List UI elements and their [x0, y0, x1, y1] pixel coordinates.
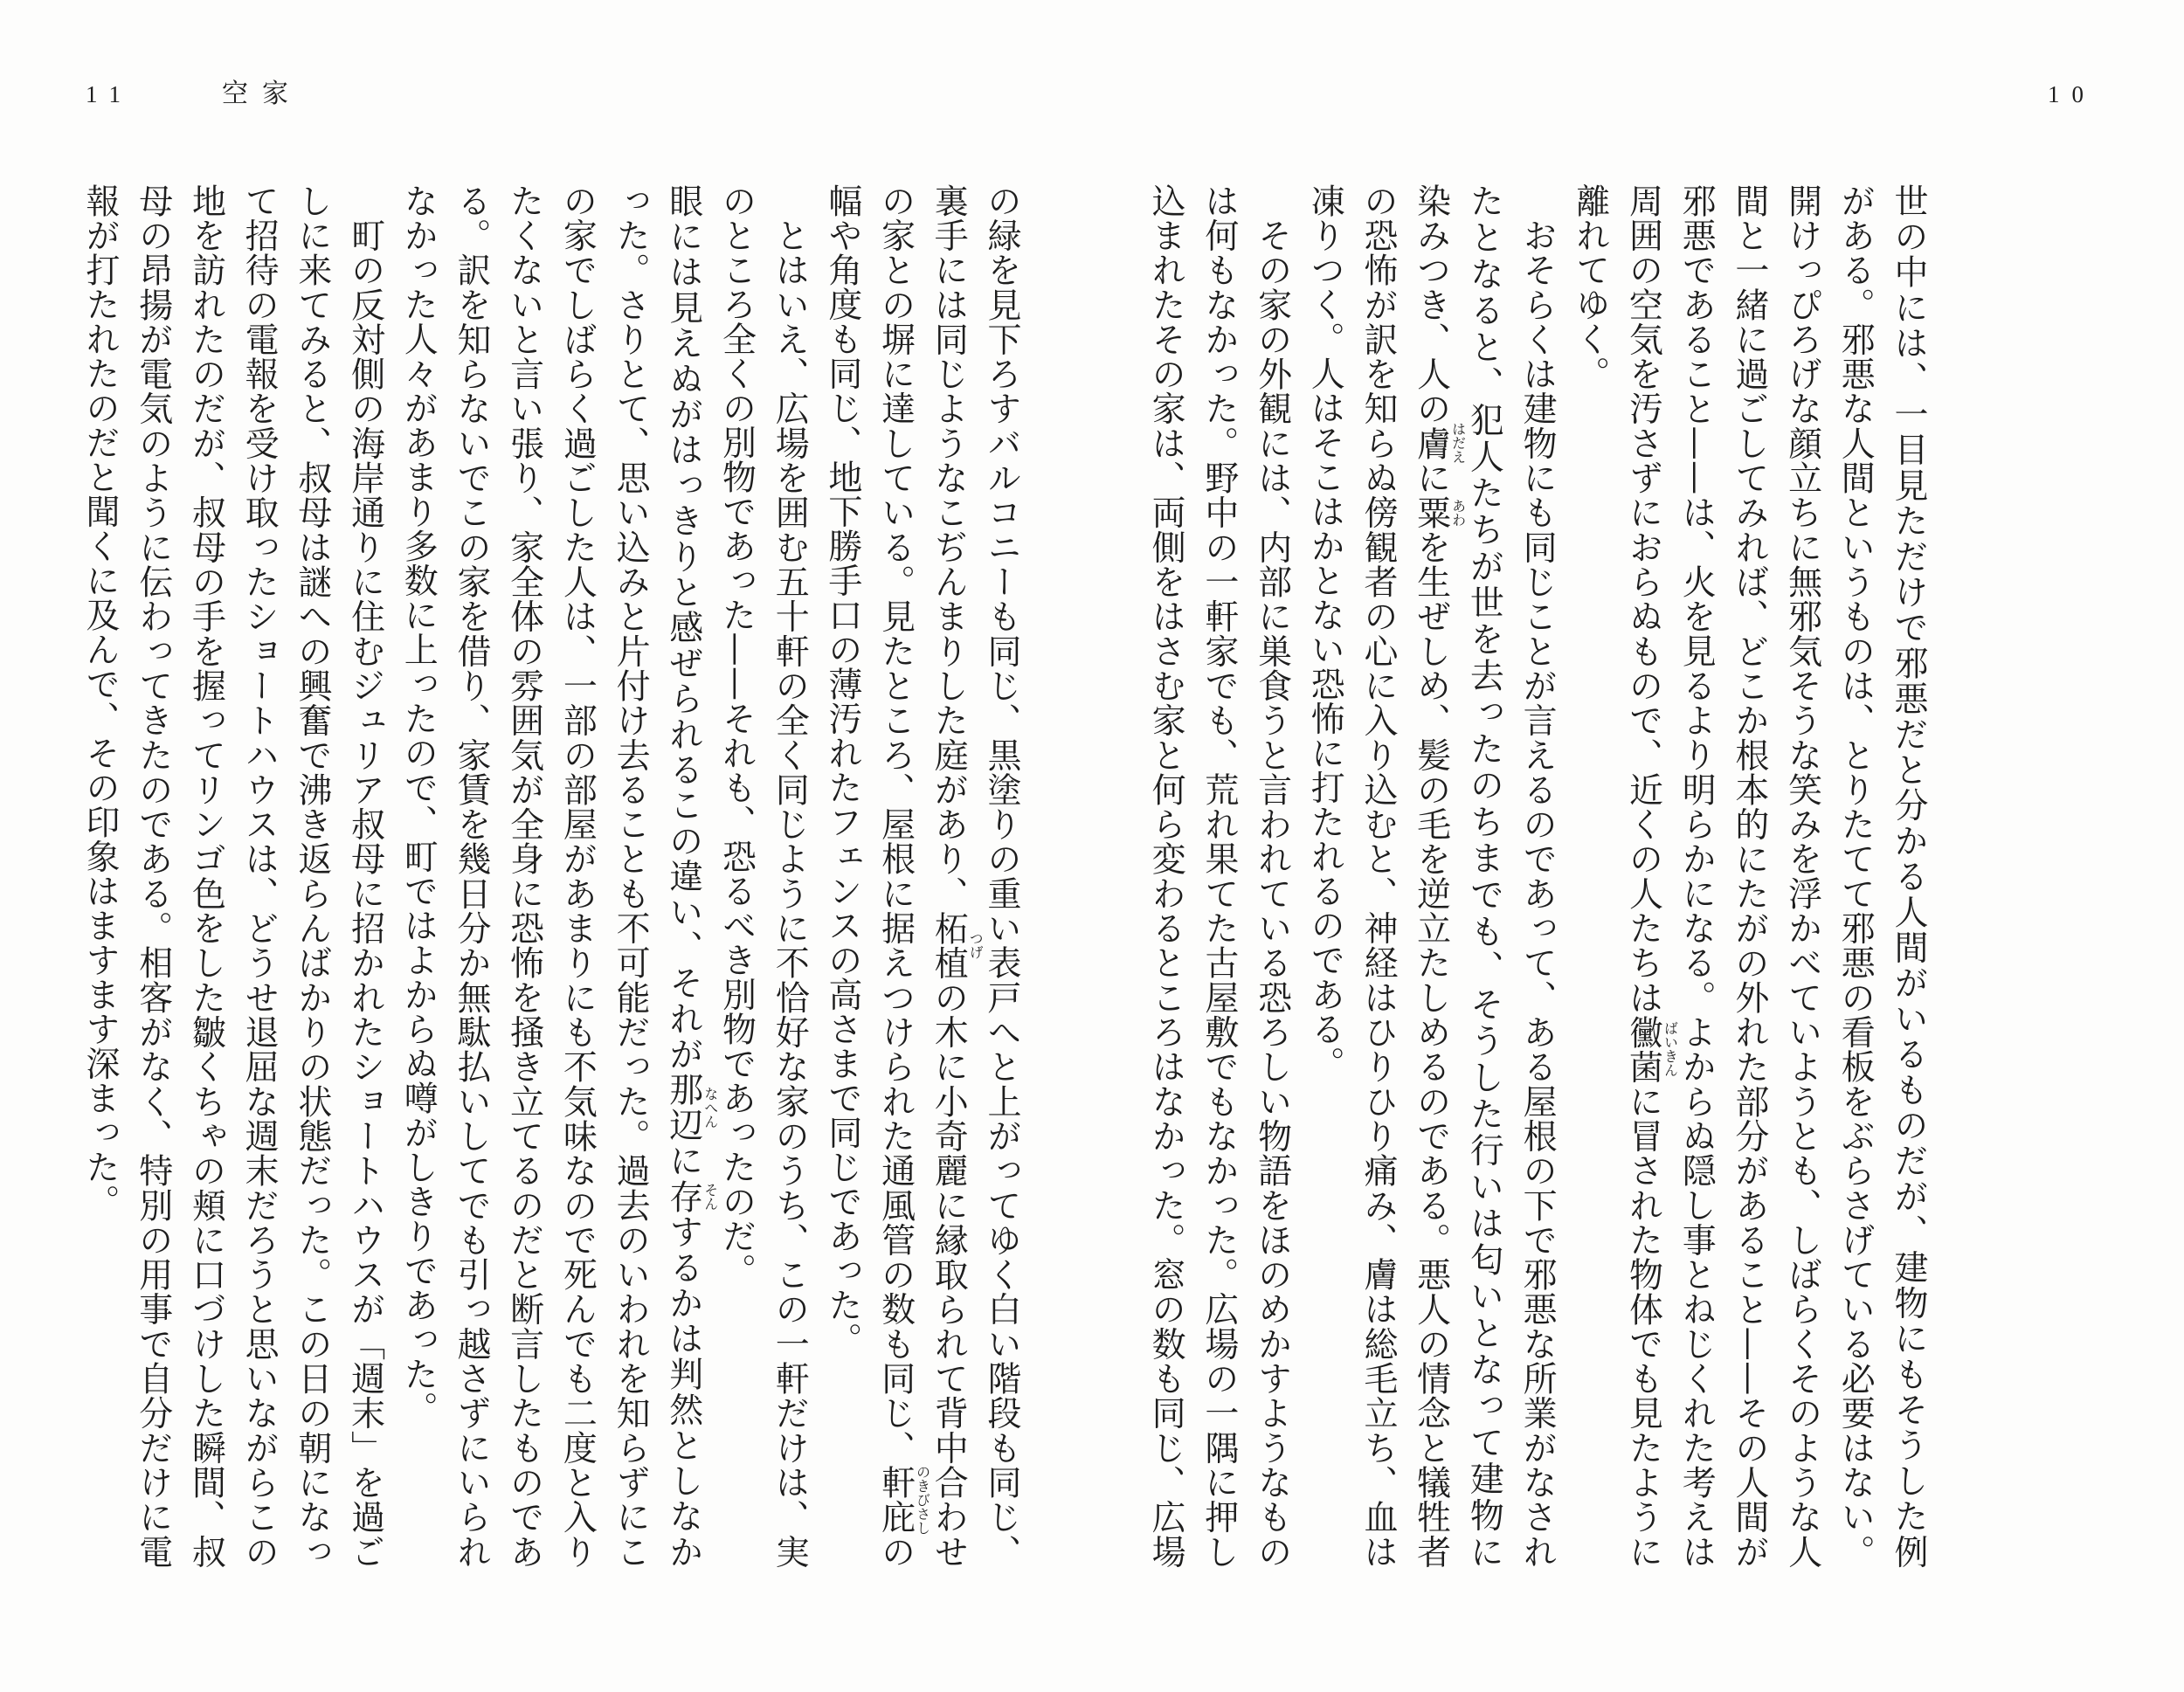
text-column: 幅や角度も同じ、地下勝手口の薄汚れたフェンスの高さまで同じであった。 [822, 183, 862, 1357]
ruby-base: 那辺 なへん [663, 1072, 719, 1143]
right-page [1092, 0, 2184, 1692]
body-text [73, 183, 1027, 1569]
ruby-annotation: はだえ [1449, 422, 1467, 465]
text-column: 地を訪れたのだが、叔母の手を握ってリンゴ色をした皺くちゃの頬に口づけした瞬間、叔 [186, 183, 226, 1569]
text-column: 開けっぴろげな顔立ちに無邪気そうな笑みを浮かべていようとも、しばらくそのような人 [1782, 183, 1822, 1569]
text-column: った。さりとて、思い込みと片付け去ることも不可能だった。過去のいわれを知らずにこ [611, 183, 651, 1569]
text-column: の緑を見下ろすバルコニーも同じ、黒塗りの重い表戸へと上がってゆく白い階段も同じ、 [982, 183, 1021, 1569]
text-column: その家の外観には、内部に巣食うと言われている恐ろしい物語をほのめかすようなもの [1252, 183, 1292, 1569]
text-column: 母の昂揚が電気のように伝わってきたのである。相客がなく、特別の用事で自分だけに電 [133, 183, 173, 1569]
text-column: は何もなかった。野中の一軒家でも、荒れ果てた古屋敷でもなかった。広場の一隅に押し [1199, 183, 1239, 1569]
ruby-annotation: あわ [1449, 498, 1467, 527]
text-column: る。訳を知らないでこの家を借り、家賃を幾日分か無駄払いしてでも引っ越さずにいられ [451, 183, 491, 1569]
text-column: 世の中には、一目見ただけで邪悪だと分かる人間がいるものだが、建物にもそうした例 [1889, 183, 1928, 1569]
ruby-annotation: つげ [967, 931, 985, 960]
text-column: 染みつき、人の膚 はだえ に粟 あわ を生ぜしめ、髪の毛を逆立たしめるのである。悪人の情念と犠牲者 [1411, 183, 1467, 1570]
text-column: がある。邪悪な人間というものは、とりたてて邪悪の看板をぶらさげている必要はない。 [1835, 183, 1876, 1569]
text-column: 周囲の空気を汚さずにおらぬもので、近くの人たちは黴菌 ばいきん に冒された物体でも見たように [1623, 183, 1679, 1570]
text-column: 離れてゆく。 [1570, 183, 1610, 390]
page-number: 11 [86, 81, 133, 107]
ruby-base: 存 そん [663, 1178, 719, 1215]
ruby-annotation: のきびさし [914, 1464, 931, 1535]
text-column: 間と一緒に過ごしてみれば、どこか根本的にたがの外れた部分があること——その人間が [1729, 183, 1769, 1569]
running-title: 空家 [222, 79, 302, 109]
text-column: 眼には見えぬがはっきりと感ぜられるこの違い、それが那辺 なへん に存 そん するかは判然としなか [663, 183, 719, 1570]
ruby-base: 柘植 つげ [929, 910, 985, 981]
text-column: とはいえ、広場を囲む五十軒の全く同じように不恰好な家のうち、この一軒だけは、実 [770, 183, 810, 1569]
ruby-base: 黴菌 ばいきん [1623, 1014, 1679, 1085]
body-text [1138, 183, 1934, 1569]
text-column: の家でしばらく過ごした人は、一部の部屋があまりにも不気味なので死んでも二度と入り [557, 183, 598, 1569]
ruby-annotation: ばいきん [1662, 1021, 1679, 1078]
ruby-annotation: なへん [702, 1087, 719, 1129]
ruby-base: 膚 はだえ [1411, 422, 1467, 465]
text-column: たくないと言い張り、家全体の雰囲気が全身に恐怖を掻き立てるのだと断言したものであ [504, 183, 544, 1569]
text-column: のところ全くの別物であった——それも、恐るべき別物であったのだ。 [716, 183, 757, 1288]
text-column: おそらくは建物にも同じことが言えるのであって、ある屋根の下で邪悪な所業がなされ [1517, 183, 1558, 1569]
page-number: 10 [2048, 81, 2096, 107]
text-column: しに来てみると、叔母は謎への興奮で沸き返らんばかりの状態だった。この日の朝になっ [292, 183, 332, 1569]
ruby-base: 軒庇 のきびさし [875, 1464, 931, 1535]
text-column: 込まれたその家は、両側をはさむ家と何ら変わるところはなかった。窓の数も同じ、広場 [1146, 183, 1186, 1569]
ruby-annotation: そん [702, 1182, 719, 1211]
text-column: の家との塀に達している。見たところ、屋根に据えつけられた通風管の数も同じ、軒庇 のきびさし の [875, 183, 931, 1570]
text-column: 凍りつく。人はそこはかとない恐怖に打たれるのである。 [1305, 183, 1345, 1081]
text-column: 報が打たれたのだと聞くに及んで、その印象はますます深まった。 [80, 183, 121, 1219]
text-column: 町の反対側の海岸通りに住むジュリア叔母に招かれたショートハウスが「週末」を過ご [345, 183, 385, 1569]
ruby-base: 粟 あわ [1411, 494, 1467, 530]
text-column: の恐怖が訳を知らぬ傍観者の心に入り込むと、神経はひりひり痛み、膚は総毛立ち、血は [1358, 183, 1398, 1569]
text-column: て招待の電報を受け取ったショートハウスは、どうせ退屈な週末だろうと思いながらこの [239, 183, 280, 1569]
text-column: たとなると、犯人たちが世を去ったのちまでも、そうした行いは匂いとなって建物に [1464, 183, 1504, 1569]
text-column: 裏手には同じようなこぢんまりした庭があり、柘植 つげ の木に小奇麗に縁取られて背中合わせ [929, 183, 985, 1570]
text-column: なかった人々があまり多数に上ったので、町ではよからぬ噂がしきりであった。 [398, 183, 439, 1426]
text-column: 邪悪であること——は、火を見るより明らかになる。よからぬ隠し事とねじくれた考えは [1676, 183, 1717, 1569]
